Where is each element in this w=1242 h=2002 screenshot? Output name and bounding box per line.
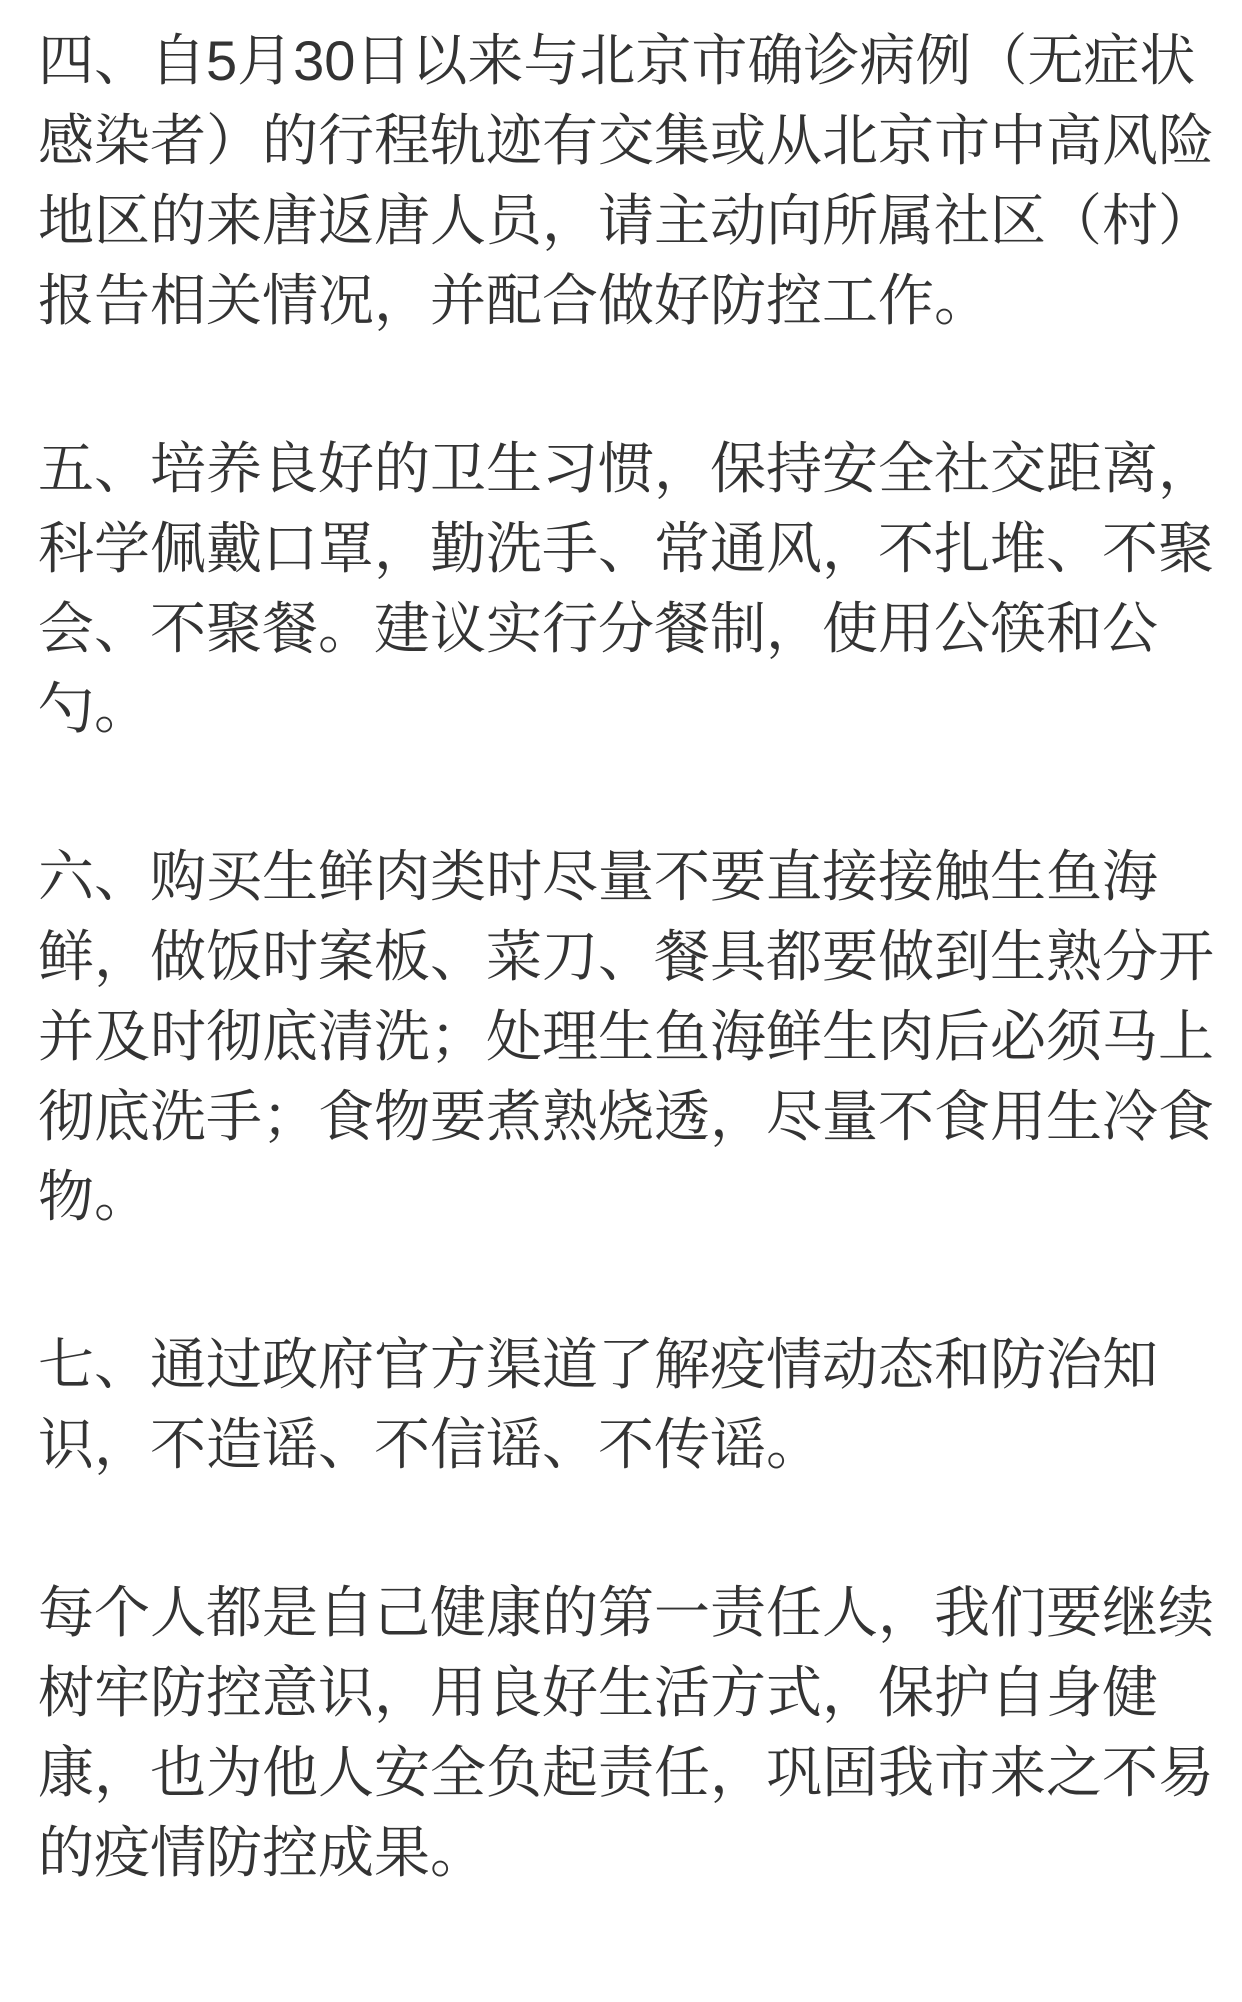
text-line: 科学佩戴口罩，勤洗手、常通风，不扎堆、不聚: [38, 517, 1214, 580]
text-line: 鲜，做饭时案板、菜刀、餐具都要做到生熟分开: [38, 925, 1214, 988]
text-line: 勺。: [38, 677, 150, 740]
text-line: 康，也为他人安全负起责任，巩固我市来之不易: [38, 1741, 1214, 1804]
paragraph-item-5: [38, 429, 1214, 749]
text-line: 四、自5月30日以来与北京市确诊病例（无症状: [38, 29, 1196, 92]
text-line: 七、通过政府官方渠道了解疫情动态和防治知: [38, 1333, 1158, 1396]
text-line: 物。: [38, 1165, 150, 1228]
text-line: 五、培养良好的卫生习惯，保持安全社交距离，: [38, 437, 1214, 500]
text-line: 报告相关情况，并配合做好防控工作。: [38, 269, 990, 332]
paragraph-item-6: [38, 837, 1214, 1237]
text-line: 感染者）的行程轨迹有交集或从北京市中高风险: [38, 109, 1214, 172]
text-line: 每个人都是自己健康的第一责任人，我们要继续: [38, 1581, 1214, 1644]
paragraph-item-7: [38, 1325, 1204, 1485]
text-line: 树牢防控意识，用良好生活方式，保护自身健: [38, 1661, 1158, 1724]
text-line: 彻底洗手；食物要煮熟烧透，尽量不食用生冷食: [38, 1085, 1214, 1148]
text-line: 并及时彻底清洗；处理生鱼海鲜生肉后必须马上: [38, 1005, 1214, 1068]
text-line: 六、购买生鲜肉类时尽量不要直接接触生鱼海: [38, 845, 1158, 908]
paragraph-item-4: [38, 21, 1214, 341]
text-line: 的疫情防控成果。: [38, 1821, 486, 1884]
text-line: 会、不聚餐。建议实行分餐制，使用公筷和公: [38, 597, 1158, 660]
text-line: 地区的来唐返唐人员，请主动向所属社区（村）: [38, 189, 1214, 252]
text-line: 识，不造谣、不信谣、不传谣。: [38, 1413, 822, 1476]
paragraph-closing: [38, 1573, 1214, 1893]
